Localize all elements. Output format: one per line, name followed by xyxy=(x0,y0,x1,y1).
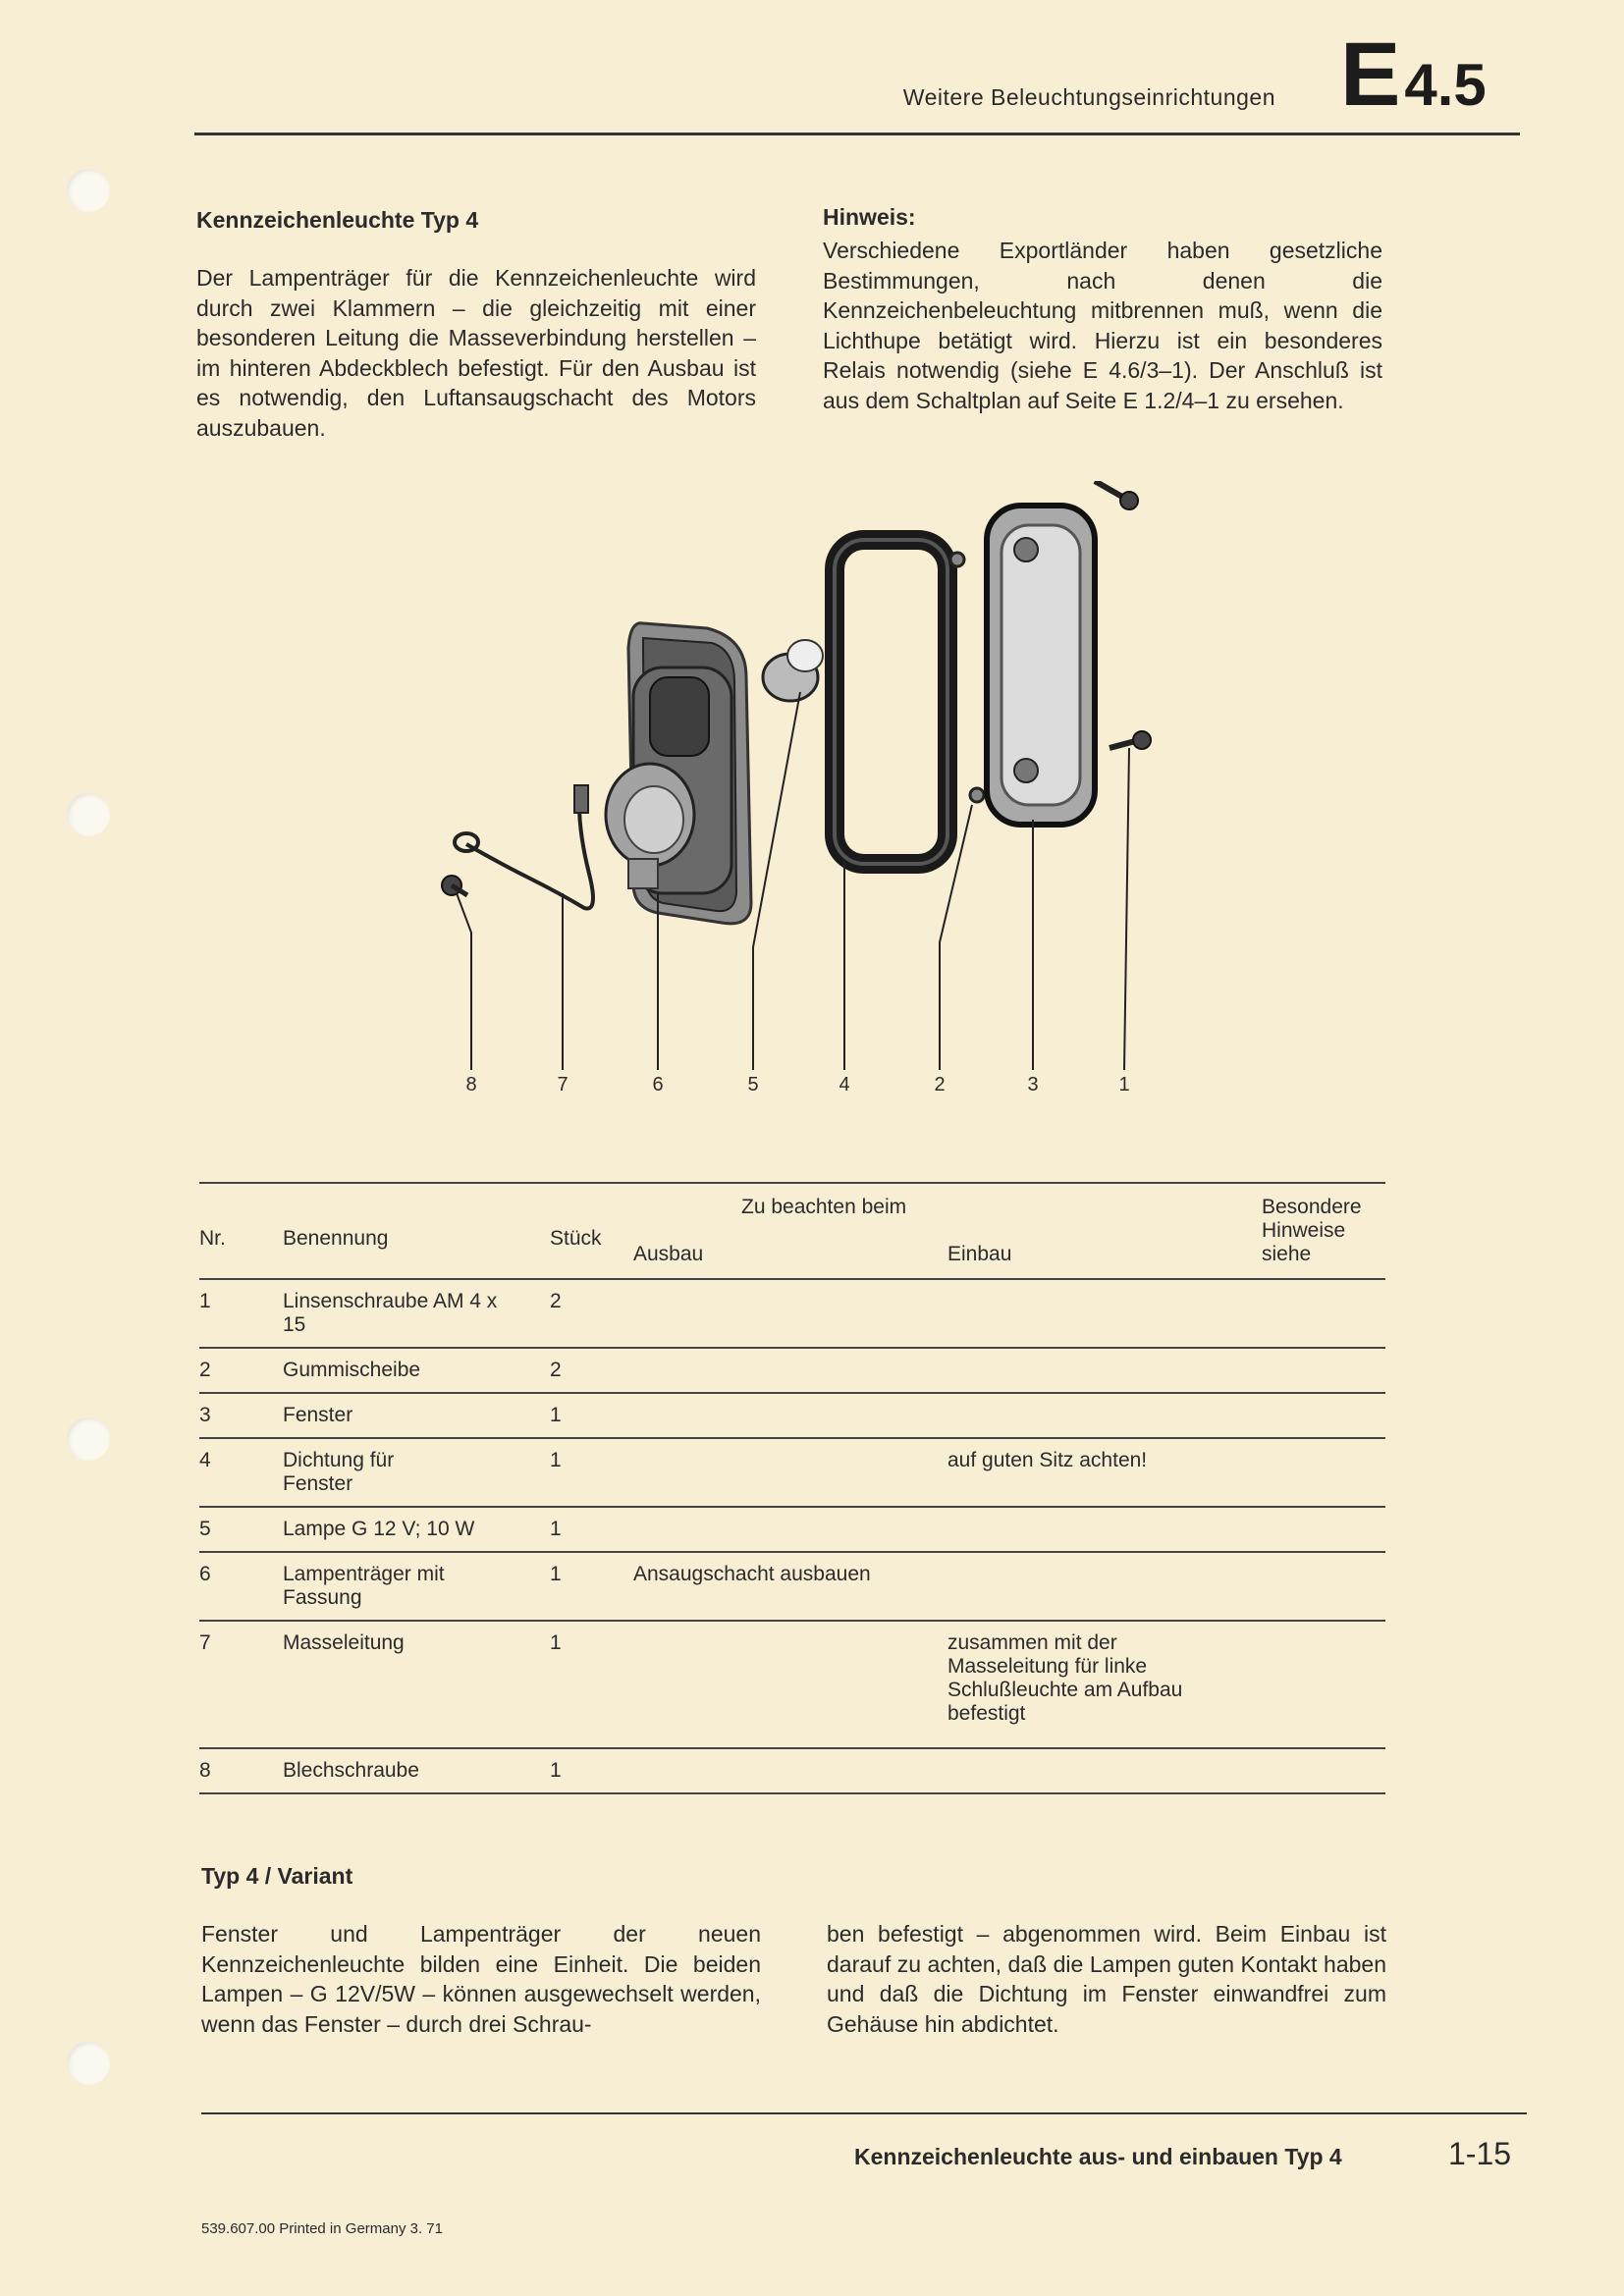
row-qty: 1 xyxy=(550,1393,633,1438)
table-row xyxy=(199,1552,1385,1621)
page-number: 1-15 xyxy=(1448,2136,1512,2171)
row-removal: Ansaugschacht ausbauen xyxy=(633,1552,947,1621)
section-code-letter: E xyxy=(1340,25,1401,125)
header-rule xyxy=(194,133,1520,135)
table-row xyxy=(199,1507,1385,1552)
screw-illustration xyxy=(1095,481,1138,509)
table-row xyxy=(199,1621,1385,1748)
header-removal: Ausbau xyxy=(633,1243,704,1265)
exploded-view-diagram xyxy=(422,481,1168,1080)
callout-label: 7 xyxy=(557,1074,568,1095)
footer-title: Kennzeichenleuchte aus- und einbauen Typ 4 xyxy=(854,2144,1342,2169)
header-install: Einbau xyxy=(947,1243,1012,1265)
row-nr: 8 xyxy=(199,1748,283,1793)
table-row xyxy=(199,1348,1385,1393)
row-name: Gummischeibe xyxy=(283,1348,550,1393)
header-nr: Nr. xyxy=(199,1227,226,1250)
row-nr: 5 xyxy=(199,1507,283,1552)
row-name: Linsenschraube AM 4 x 15 xyxy=(283,1279,550,1348)
header-qty: Stück xyxy=(550,1227,602,1250)
table-header-row xyxy=(199,1183,1385,1278)
row-qty: 1 xyxy=(550,1507,633,1552)
table-row xyxy=(199,1438,1385,1507)
row-name: Blechschraube xyxy=(283,1748,550,1793)
variant-body-left: Fenster und Lampenträger der neuen Kennzeichenleuchte bilden eine Einheit. Die beiden Lampen – G 12V/5W – können ausgewechselt werden, wenn das Fenster – durch drei Schrau- xyxy=(201,1921,761,2037)
row-removal xyxy=(633,1279,947,1348)
row-qty: 1 xyxy=(550,1438,633,1507)
header-group-cell xyxy=(633,1183,1262,1278)
row-qty: 2 xyxy=(550,1279,633,1348)
row-name: Lampenträger mit Fassung xyxy=(283,1552,550,1621)
row-notes xyxy=(1262,1748,1385,1793)
gasket-illustration xyxy=(835,540,947,864)
row-removal xyxy=(633,1438,947,1507)
table-row xyxy=(199,1393,1385,1438)
row-nr: 6 xyxy=(199,1552,283,1621)
sheet-screw-illustration xyxy=(442,876,467,895)
variant-body-right: ben befestigt – abgenommen wird. Beim Einbau ist darauf zu achten, daß die Lampen guten Kontakt haben und daß die Dichtung im Fenster einwandfrei zum Gehäuse hin abdichtet. xyxy=(827,1921,1386,2037)
row-name: Dichtung für Fenster xyxy=(283,1438,550,1507)
screw-illustration xyxy=(1110,731,1151,749)
punch-hole xyxy=(67,2042,110,2085)
row-install xyxy=(947,1748,1262,1793)
callout-label: 2 xyxy=(934,1074,946,1095)
row-install xyxy=(947,1279,1262,1348)
washer-illustration xyxy=(970,788,984,802)
row-install xyxy=(947,1552,1262,1621)
row-name: Lampe G 12 V; 10 W xyxy=(283,1507,550,1552)
window-illustration xyxy=(987,506,1095,825)
row-notes xyxy=(1262,1621,1385,1748)
row-notes xyxy=(1262,1552,1385,1621)
note-body: Verschiedene Exportländer haben gesetzliche Bestimmungen, nach denen die Kennzeichenbeleuchtung mitbrennen muß, wenn die Lichthupe betätigt wird. Hierzu ist ein besonderes Relais notwendig (siehe E 4.6/3–1). Der Anschluß ist aus dem Schaltplan auf Seite E 1.2/4–1 zu ersehen. xyxy=(823,238,1382,413)
row-removal xyxy=(633,1393,947,1438)
row-nr: 7 xyxy=(199,1621,283,1748)
bulb-illustration xyxy=(763,640,823,701)
row-notes xyxy=(1262,1507,1385,1552)
row-removal xyxy=(633,1621,947,1748)
lamp-carrier-illustration xyxy=(606,623,751,924)
row-qty: 2 xyxy=(550,1348,633,1393)
header-group: Zu beachten beim xyxy=(741,1196,907,1218)
section-heading: Kennzeichenleuchte Typ 4 xyxy=(196,207,479,233)
ground-wire-illustration xyxy=(455,785,593,909)
footer-rule xyxy=(201,2112,1527,2114)
parts-table xyxy=(199,1182,1385,1794)
table-row xyxy=(199,1279,1385,1348)
section-title: Weitere Beleuchtungseinrichtungen xyxy=(902,84,1275,110)
row-install xyxy=(947,1507,1262,1552)
section-body: Der Lampenträger für die Kennzeichenleuchte wird durch zwei Klammern – die gleichzeitig mit einer besonderen Leitung die Masseverbindung herstellen – im hinteren Abdeckblech befestigt. Für den Ausbau ist es notwendig, den Luftansaugschacht des Motors auszubauen. xyxy=(196,265,756,441)
row-removal xyxy=(633,1507,947,1552)
row-removal xyxy=(633,1748,947,1793)
punch-hole xyxy=(67,1417,110,1461)
punch-hole xyxy=(67,169,110,212)
callout-label: 5 xyxy=(747,1074,759,1095)
note-heading: Hinweis: xyxy=(823,204,916,230)
row-notes xyxy=(1262,1348,1385,1393)
row-removal xyxy=(633,1348,947,1393)
row-nr: 1 xyxy=(199,1279,283,1348)
row-install: zusammen mit der Masseleitung für linke Schlußleuchte am Aufbau befestigt xyxy=(947,1621,1262,1748)
section-code-number: 4.5 xyxy=(1404,52,1487,118)
row-qty: 1 xyxy=(550,1621,633,1748)
row-install xyxy=(947,1393,1262,1438)
row-install xyxy=(947,1348,1262,1393)
callout-label: 3 xyxy=(1027,1074,1039,1095)
print-info: 539.607.00 Printed in Germany 3. 71 xyxy=(201,2220,443,2237)
header-notes: Besondere Hinweise siehe xyxy=(1262,1196,1362,1265)
punch-hole xyxy=(67,793,110,836)
section-code xyxy=(1340,25,1487,125)
callout-label: 4 xyxy=(839,1074,850,1095)
row-notes xyxy=(1262,1279,1385,1348)
callout-label: 8 xyxy=(465,1074,477,1095)
callout-label: 1 xyxy=(1118,1074,1130,1095)
washer-illustration xyxy=(950,553,964,566)
row-notes xyxy=(1262,1393,1385,1438)
row-nr: 2 xyxy=(199,1348,283,1393)
row-nr: 3 xyxy=(199,1393,283,1438)
row-nr: 4 xyxy=(199,1438,283,1507)
variant-heading: Typ 4 / Variant xyxy=(201,1863,353,1889)
callout-label: 6 xyxy=(652,1074,664,1095)
row-name: Masseleitung xyxy=(283,1621,550,1748)
row-qty: 1 xyxy=(550,1552,633,1621)
header-name: Benennung xyxy=(283,1227,389,1250)
row-install: auf guten Sitz achten! xyxy=(947,1438,1262,1507)
row-name: Fenster xyxy=(283,1393,550,1438)
table-row xyxy=(199,1748,1385,1793)
row-notes xyxy=(1262,1438,1385,1507)
row-qty: 1 xyxy=(550,1748,633,1793)
